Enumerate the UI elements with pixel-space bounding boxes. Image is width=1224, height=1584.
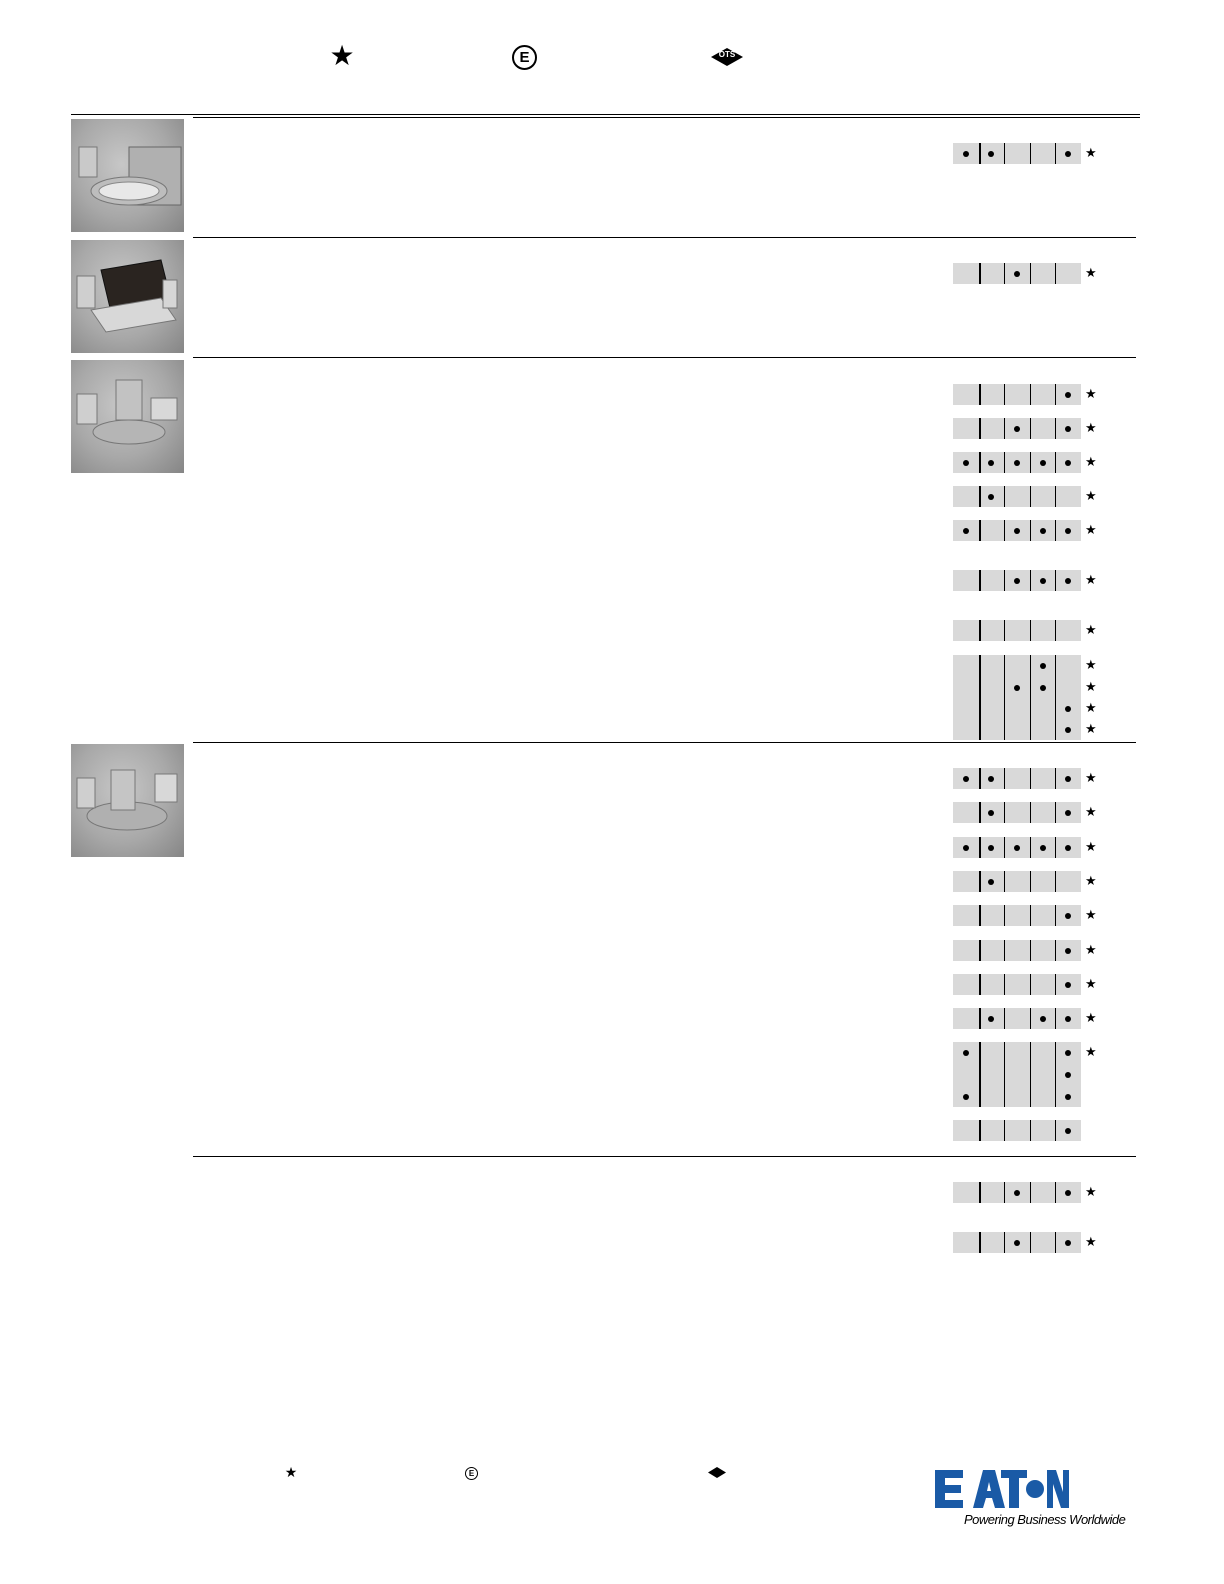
matrix-cell-divider xyxy=(1030,940,1031,961)
matrix-cell-divider xyxy=(1055,1120,1056,1141)
matrix-cell-divider xyxy=(1030,452,1031,473)
matrix-cell-divider xyxy=(1004,620,1005,641)
matrix-star-icon: ★ xyxy=(1085,804,1097,820)
matrix-cell-divider xyxy=(1055,905,1056,926)
matrix-dot xyxy=(963,1094,969,1100)
matrix-cell-divider xyxy=(1030,871,1031,892)
matrix-dot xyxy=(988,776,994,782)
matrix-cell-divider xyxy=(1030,1232,1031,1253)
matrix-cell-divider xyxy=(1055,655,1056,740)
section-divider xyxy=(193,742,1136,743)
matrix-dot xyxy=(1040,685,1046,691)
matrix-cell-divider xyxy=(1004,802,1005,823)
matrix-cell-divider xyxy=(1004,655,1005,740)
matrix-row xyxy=(953,1008,1081,1029)
matrix-dot xyxy=(963,845,969,851)
matrix-cell-divider xyxy=(1030,620,1031,641)
matrix-cell-divider xyxy=(1055,263,1056,284)
matrix-cell-divider xyxy=(1055,1182,1056,1203)
matrix-dot xyxy=(1065,426,1071,432)
header-rule xyxy=(71,114,1140,115)
matrix-cell-divider xyxy=(979,974,981,995)
matrix-star-icon: ★ xyxy=(1085,386,1097,402)
section-divider xyxy=(193,357,1136,358)
matrix-cell-divider xyxy=(1030,418,1031,439)
matrix-cell-divider xyxy=(979,1008,981,1029)
matrix-cell-divider xyxy=(1055,1042,1056,1107)
matrix-star-icon: ★ xyxy=(1085,488,1097,504)
matrix-cell-divider xyxy=(1055,802,1056,823)
matrix-cell-divider xyxy=(979,768,981,789)
matrix-dot xyxy=(1014,845,1020,851)
matrix-cell-divider xyxy=(1055,384,1056,405)
matrix-cell-divider xyxy=(1030,1008,1031,1029)
matrix-cell-divider xyxy=(979,486,981,507)
product-photo xyxy=(71,360,184,473)
matrix-star-icon: ★ xyxy=(1085,873,1097,889)
matrix-dot xyxy=(988,494,994,500)
matrix-dot xyxy=(1065,528,1071,534)
matrix-dot xyxy=(963,1050,969,1056)
matrix-cell-divider xyxy=(1004,974,1005,995)
matrix-row xyxy=(953,620,1081,641)
matrix-cell-divider xyxy=(1030,486,1031,507)
matrix-cell-divider xyxy=(1055,452,1056,473)
matrix-dot xyxy=(1040,528,1046,534)
matrix-cell-divider xyxy=(1055,486,1056,507)
matrix-cell-divider xyxy=(1004,940,1005,961)
matrix-cell-divider xyxy=(1004,1008,1005,1029)
matrix-cell-divider xyxy=(1030,905,1031,926)
matrix-star-icon: ★ xyxy=(1085,976,1097,992)
matrix-row xyxy=(953,384,1081,405)
footer-ots-diamond-icon xyxy=(708,1467,726,1478)
matrix-dot xyxy=(963,776,969,782)
section-divider xyxy=(193,237,1136,238)
matrix-cell-divider xyxy=(1004,1232,1005,1253)
header-star-glyph: ★ xyxy=(329,39,355,72)
matrix-dot xyxy=(1014,1190,1020,1196)
matrix-star-icon: ★ xyxy=(1085,907,1097,923)
matrix-cell-divider xyxy=(979,802,981,823)
matrix-dot xyxy=(1040,460,1046,466)
matrix-cell-divider xyxy=(1004,570,1005,591)
product-photo xyxy=(71,119,184,232)
matrix-cell-divider xyxy=(979,837,981,858)
matrix-dot xyxy=(1040,578,1046,584)
matrix-dot xyxy=(1040,845,1046,851)
matrix-dot xyxy=(963,151,969,157)
matrix-star-icon: ★ xyxy=(1085,265,1097,281)
matrix-dot xyxy=(1014,528,1020,534)
product-photo xyxy=(71,744,184,857)
matrix-star-icon: ★ xyxy=(1085,572,1097,588)
matrix-cell-divider xyxy=(1004,1120,1005,1141)
footer-e-circle-icon xyxy=(465,1467,478,1480)
matrix-cell-divider xyxy=(979,1232,981,1253)
matrix-cell-divider xyxy=(979,418,981,439)
matrix-dot xyxy=(1014,685,1020,691)
matrix-cell-divider xyxy=(1004,768,1005,789)
matrix-dot xyxy=(988,845,994,851)
matrix-row xyxy=(953,143,1081,164)
matrix-cell-divider xyxy=(979,655,981,740)
matrix-cell-divider xyxy=(979,570,981,591)
matrix-cell-divider xyxy=(1030,143,1031,164)
matrix-cell-divider xyxy=(1004,263,1005,284)
matrix-dot xyxy=(988,460,994,466)
matrix-cell-divider xyxy=(1004,1042,1005,1107)
matrix-dot xyxy=(1014,1240,1020,1246)
matrix-dot xyxy=(988,879,994,885)
matrix-cell-divider xyxy=(1030,802,1031,823)
matrix-dot xyxy=(1065,1050,1071,1056)
matrix-cell-divider xyxy=(1004,837,1005,858)
matrix-star-icon: ★ xyxy=(1085,1234,1097,1250)
matrix-star-icon: ★ xyxy=(1085,721,1097,737)
matrix-cell-divider xyxy=(979,1042,981,1107)
eaton-logo xyxy=(935,1468,1069,1515)
matrix-cell-divider xyxy=(1030,263,1031,284)
matrix-row xyxy=(953,486,1081,507)
matrix-dot xyxy=(1065,913,1071,919)
matrix-row-block xyxy=(953,1042,1081,1107)
matrix-dot xyxy=(1065,578,1071,584)
matrix-cell-divider xyxy=(1055,418,1056,439)
matrix-star-icon: ★ xyxy=(1085,770,1097,786)
matrix-star-icon: ★ xyxy=(1085,700,1097,716)
matrix-cell-divider xyxy=(1055,620,1056,641)
matrix-dot xyxy=(1040,663,1046,669)
matrix-star-icon: ★ xyxy=(1085,657,1097,673)
matrix-dot xyxy=(1014,460,1020,466)
matrix-cell-divider xyxy=(1055,837,1056,858)
matrix-row xyxy=(953,802,1081,823)
matrix-dot xyxy=(963,460,969,466)
matrix-dot xyxy=(1065,706,1071,712)
matrix-cell-divider xyxy=(1030,837,1031,858)
matrix-dot xyxy=(988,151,994,157)
matrix-row xyxy=(953,1120,1081,1141)
matrix-dot xyxy=(1065,1072,1071,1078)
brand-tagline: Powering Business Worldwide xyxy=(964,1512,1126,1527)
matrix-star-icon: ★ xyxy=(1085,145,1097,161)
header-star-icon xyxy=(328,39,356,72)
matrix-dot xyxy=(1065,948,1071,954)
header-ots-glyph: OTS xyxy=(718,50,736,59)
footer-star-glyph: ★ xyxy=(284,1465,298,1481)
matrix-star-icon: ★ xyxy=(1085,454,1097,470)
matrix-star-icon: ★ xyxy=(1085,679,1097,695)
matrix-dot xyxy=(1065,776,1071,782)
matrix-cell-divider xyxy=(1055,520,1056,541)
matrix-cell-divider xyxy=(1004,143,1005,164)
header-e-circle-icon xyxy=(512,45,537,70)
matrix-dot xyxy=(1065,1190,1071,1196)
matrix-cell-divider xyxy=(1030,768,1031,789)
matrix-dot xyxy=(1065,810,1071,816)
matrix-dot xyxy=(1065,1240,1071,1246)
matrix-cell-divider xyxy=(1030,1042,1031,1107)
matrix-cell-divider xyxy=(1055,768,1056,789)
matrix-dot xyxy=(1014,271,1020,277)
matrix-cell-divider xyxy=(1030,520,1031,541)
product-photo xyxy=(71,240,184,353)
matrix-dot xyxy=(1040,1016,1046,1022)
matrix-cell-divider xyxy=(1004,1182,1005,1203)
matrix-cell-divider xyxy=(1030,384,1031,405)
matrix-cell-divider xyxy=(979,520,981,541)
matrix-cell-divider xyxy=(1055,143,1056,164)
matrix-row xyxy=(953,905,1081,926)
matrix-row xyxy=(953,940,1081,961)
matrix-cell-divider xyxy=(1004,905,1005,926)
header-ots-diamond-icon xyxy=(710,47,744,67)
matrix-star-icon: ★ xyxy=(1085,1184,1097,1200)
matrix-cell-divider xyxy=(979,143,981,164)
matrix-row xyxy=(953,974,1081,995)
matrix-dot xyxy=(1065,151,1071,157)
matrix-cell-divider xyxy=(1030,570,1031,591)
matrix-cell-divider xyxy=(979,905,981,926)
matrix-dot xyxy=(1014,578,1020,584)
matrix-cell-divider xyxy=(1004,452,1005,473)
matrix-star-icon: ★ xyxy=(1085,1010,1097,1026)
matrix-dot xyxy=(1014,426,1020,432)
matrix-cell-divider xyxy=(1030,655,1031,740)
matrix-star-icon: ★ xyxy=(1085,839,1097,855)
matrix-star-icon: ★ xyxy=(1085,942,1097,958)
section-divider xyxy=(193,1156,1136,1157)
matrix-row-block xyxy=(953,655,1081,740)
matrix-cell-divider xyxy=(979,940,981,961)
matrix-star-icon: ★ xyxy=(1085,1044,1097,1060)
matrix-cell-divider xyxy=(979,1182,981,1203)
matrix-dot xyxy=(1065,727,1071,733)
matrix-dot xyxy=(1065,1016,1071,1022)
matrix-cell-divider xyxy=(1030,1120,1031,1141)
matrix-dot xyxy=(1065,1094,1071,1100)
matrix-cell-divider xyxy=(1055,871,1056,892)
matrix-dot xyxy=(1065,460,1071,466)
matrix-cell-divider xyxy=(979,384,981,405)
matrix-dot xyxy=(1065,1128,1071,1134)
matrix-cell-divider xyxy=(979,263,981,284)
matrix-star-icon: ★ xyxy=(1085,420,1097,436)
matrix-cell-divider xyxy=(1004,384,1005,405)
matrix-cell-divider xyxy=(1055,1232,1056,1253)
matrix-star-icon: ★ xyxy=(1085,522,1097,538)
footer-star-icon xyxy=(284,1466,298,1480)
matrix-cell-divider xyxy=(1004,486,1005,507)
matrix-cell-divider xyxy=(979,871,981,892)
matrix-cell-divider xyxy=(1055,1008,1056,1029)
matrix-row xyxy=(953,768,1081,789)
matrix-cell-divider xyxy=(1030,1182,1031,1203)
matrix-dot xyxy=(963,528,969,534)
matrix-cell-divider xyxy=(1055,974,1056,995)
matrix-dot xyxy=(1065,392,1071,398)
header-e-glyph: E xyxy=(519,49,530,66)
matrix-row xyxy=(953,871,1081,892)
matrix-cell-divider xyxy=(1004,871,1005,892)
matrix-cell-divider xyxy=(1055,570,1056,591)
matrix-dot xyxy=(1065,982,1071,988)
header-rule-secondary xyxy=(193,117,1140,118)
footer-e-glyph: E xyxy=(468,1469,475,1478)
matrix-dot xyxy=(988,1016,994,1022)
matrix-cell-divider xyxy=(1030,974,1031,995)
matrix-cell-divider xyxy=(1004,418,1005,439)
matrix-cell-divider xyxy=(979,452,981,473)
matrix-cell-divider xyxy=(1004,520,1005,541)
matrix-cell-divider xyxy=(979,1120,981,1141)
matrix-cell-divider xyxy=(1055,940,1056,961)
matrix-cell-divider xyxy=(979,620,981,641)
matrix-dot xyxy=(988,810,994,816)
matrix-dot xyxy=(1065,845,1071,851)
matrix-star-icon: ★ xyxy=(1085,622,1097,638)
